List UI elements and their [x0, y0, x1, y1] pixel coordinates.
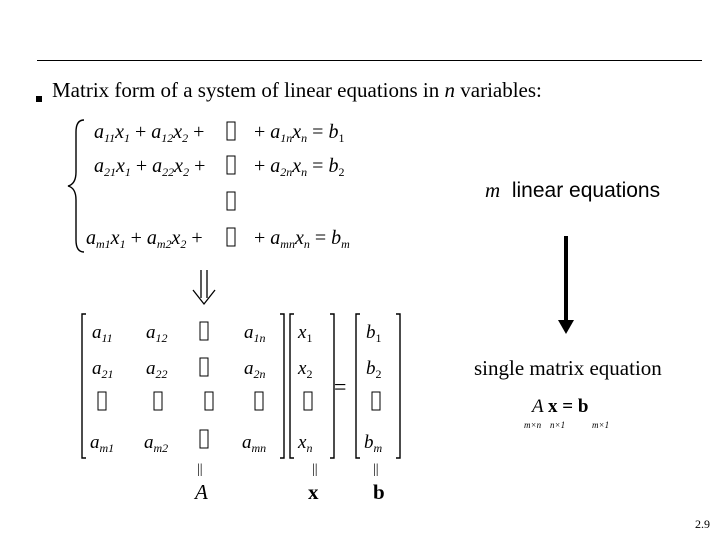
svg-text:b2: $b_2$	[366, 358, 382, 381]
svg-text:+ a2nxn = b2: + $a_2nx_n = b_2$	[254, 155, 345, 179]
under-label-a: A	[195, 480, 208, 504]
eq-sign-x: ||	[312, 462, 318, 477]
product-a: A	[532, 396, 544, 417]
matrix-a-left-bracket	[82, 314, 86, 458]
eq-sign-a: ||	[197, 462, 203, 477]
product-eq: x = b	[548, 396, 589, 417]
equation-system-svg	[72, 112, 392, 258]
m-var: m	[485, 178, 501, 202]
slide-heading	[52, 78, 542, 103]
eq-sign-b: ||	[373, 462, 379, 477]
vector-b-left-bracket	[356, 314, 360, 458]
matrix-a-right-bracket	[280, 314, 284, 458]
svg-text:am1: $a_{m1}$	[90, 432, 115, 455]
svg-text:a21x1 + a22x2 +: $a_{21}x_1 + a_{22}x_2$ +	[94, 155, 206, 179]
svg-text:bm: $b_m$	[364, 432, 383, 455]
svg-text:x1: $x_1$	[298, 322, 313, 345]
svg-text:+ a1nxn = b1: + $a_1nx_n = b_1$	[254, 121, 345, 145]
bullet-marker	[36, 96, 42, 102]
svg-text:xn: $x_n$	[298, 432, 313, 455]
svg-text:am2: $a_{m2}$	[144, 432, 169, 455]
m-linear-equations-label	[485, 178, 660, 203]
product-equation	[520, 392, 630, 437]
svg-text:x2: $x_2$	[298, 358, 313, 381]
svg-text:a22: $a_{22}$	[146, 358, 168, 381]
left-brace	[68, 120, 84, 252]
svg-text:b1: $b_1$	[366, 322, 382, 345]
vector-b-right-bracket	[396, 314, 400, 458]
vector-x-left-bracket	[290, 314, 294, 458]
down-arrow	[556, 236, 576, 341]
under-label-x: x	[308, 480, 319, 504]
svg-text:amn: $a_{mn}$	[242, 432, 267, 455]
svg-text:a21: $a_{21}$	[92, 358, 114, 381]
svg-text:a11: $a_{11}$	[92, 322, 113, 345]
svg-text:+ amnxn = bm: + $a_{mn}x_n = b_m$	[254, 227, 350, 251]
svg-text:a1n: $a_{1n}$	[244, 322, 266, 345]
svg-text:am1x1 + am2x2 +: $a_{m1}x_1 + a_{m2}x_2$ +	[86, 227, 203, 251]
implies-down-arrow	[190, 268, 220, 313]
matrix-equation	[80, 312, 410, 467]
under-label-b: b	[373, 480, 385, 504]
matrix-a-cells	[90, 322, 266, 455]
heading-post: variables:	[455, 78, 542, 102]
vector-x-cells	[297, 322, 312, 455]
eq-row-1	[94, 121, 344, 145]
page-number: 2.9	[695, 517, 710, 531]
svg-text:a12: $a_{12}$	[146, 322, 168, 345]
title-rule	[37, 60, 702, 61]
vector-b-cells	[364, 322, 383, 455]
eq-row-2	[94, 155, 344, 179]
single-matrix-equation-label: single matrix equation	[474, 356, 662, 380]
sub-a: m×n	[524, 420, 542, 430]
matrix-equals-sign: =	[334, 374, 347, 399]
m-label-text: linear equations	[511, 179, 661, 202]
eq-row-m	[86, 227, 350, 251]
equation-system	[72, 112, 392, 258]
heading-var: n	[444, 78, 455, 102]
eq-vdots	[227, 192, 235, 210]
heading-pre: Matrix form of a system of linear equations in	[52, 78, 445, 102]
sub-x: n×1	[550, 420, 566, 430]
svg-text:a11x1 + a12x2 +: $a_{11}x_1 + a_{12}x_2$ +	[94, 121, 205, 145]
svg-text:a2n: $a_{2n}$	[244, 358, 266, 381]
sub-b: m×1	[592, 420, 610, 430]
